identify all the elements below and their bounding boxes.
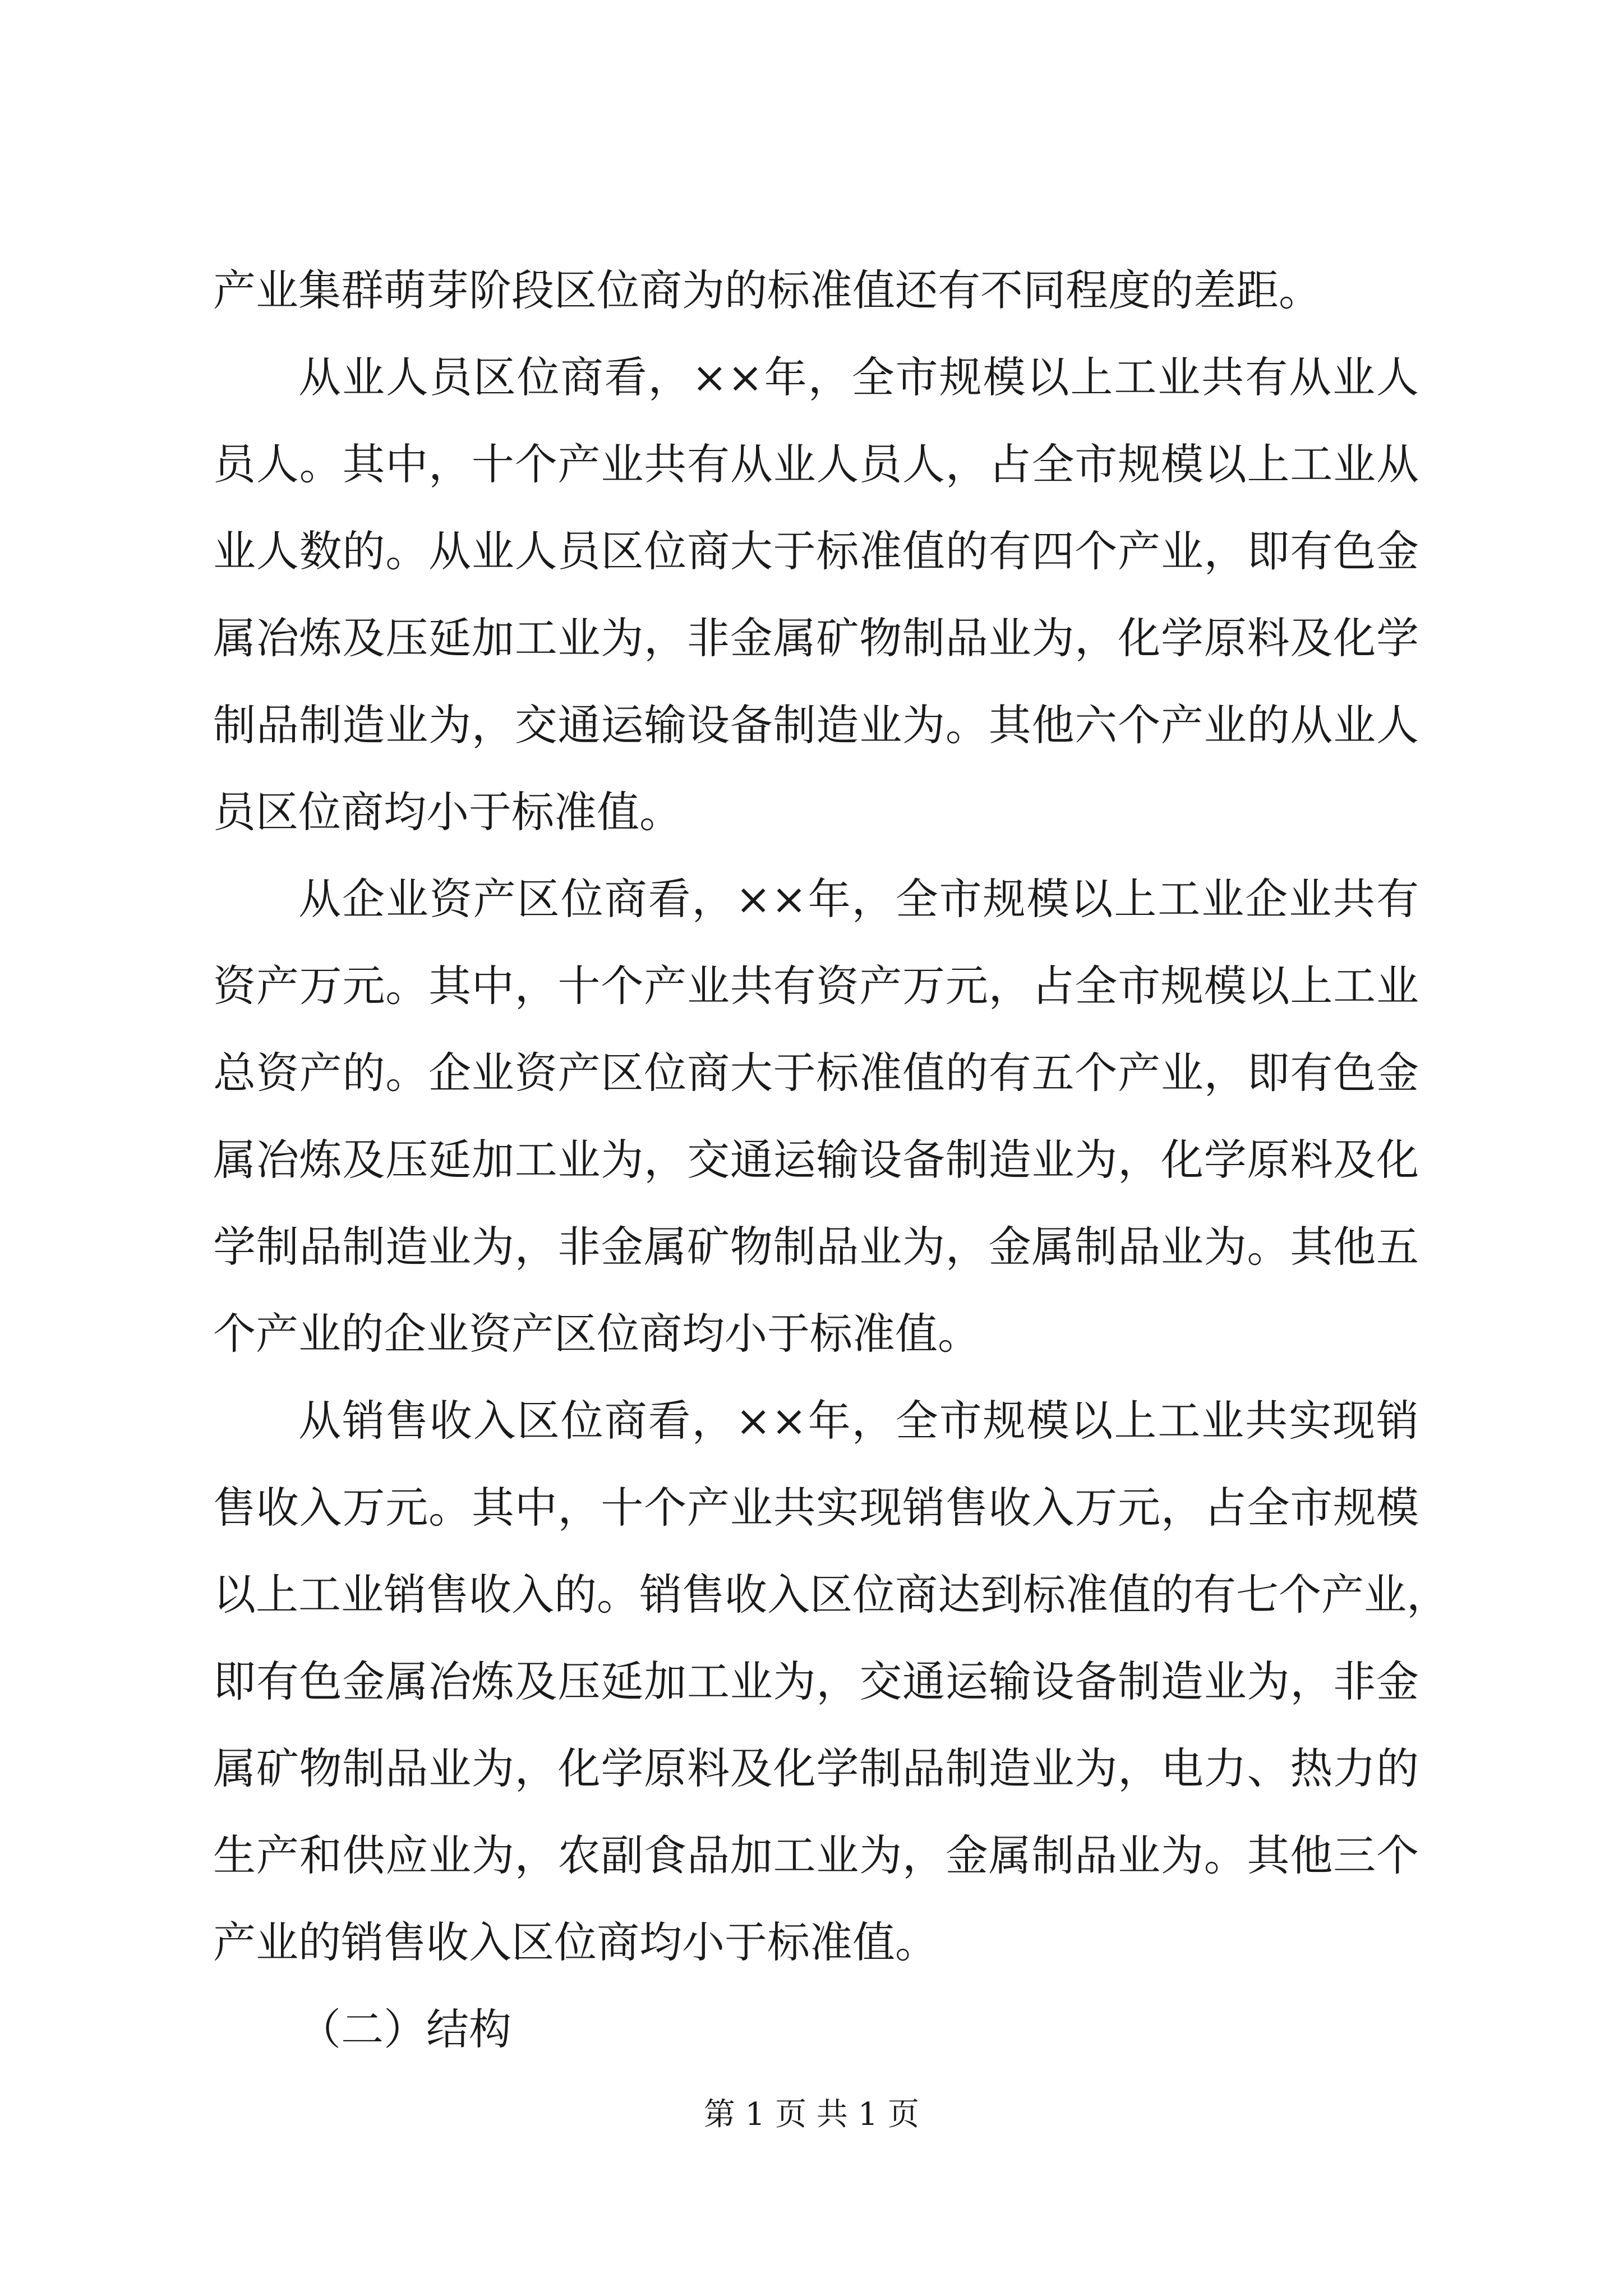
text-line: 资产万元。其中，十个产业共有资产万元，占全市规模以上工业: [213, 961, 1419, 1011]
paragraph-assets: [213, 855, 1419, 1377]
text-line: 产业的销售收入区位商均小于标准值。: [213, 1917, 938, 1967]
text-line: 员人。其中，十个产业共有从业人员人，占全市规模以上工业从: [213, 439, 1419, 489]
text-line: 业人数的。从业人员区位商大于标准值的有四个产业，即有色金: [213, 526, 1419, 576]
text-line: 个产业的企业资产区位商均小于标准值。: [213, 1309, 980, 1359]
text-line: 学制品制造业为，非金属矿物制品业为，金属制品业为。其他五: [213, 1222, 1419, 1272]
text-line: 以上工业销售收入的。销售收入区位商达到标准值的有七个产业，: [213, 1570, 1449, 1619]
paragraph-intro-tail: [213, 247, 1419, 334]
text-line: 即有色金属冶炼及压延加工业为，交通运输设备制造业为，非金: [213, 1657, 1419, 1706]
text-line: 从业人员区位商看，××年，全市规模以上工业共有从业人: [298, 352, 1419, 402]
text-line: 员区位商均小于标准值。: [213, 787, 682, 837]
text-line: 属冶炼及压延加工业为，交通运输设备制造业为，化学原料及化: [213, 1135, 1419, 1185]
document-body: [213, 247, 1449, 2073]
text-line: 售收入万元。其中，十个产业共实现销售收入万元，占全市规模: [213, 1483, 1419, 1533]
section-heading: （二）结构: [298, 2004, 511, 2054]
text-line: 属矿物制品业为，化学原料及化学制品制造业为，电力、热力的: [213, 1743, 1419, 1793]
page-number-footer: 第 1 页 共 1 页: [703, 2096, 920, 2133]
text-line: 生产和供应业为，农副食品加工业为，金属制品业为。其他三个: [213, 1830, 1419, 1880]
text-line: 从企业资产区位商看，××年，全市规模以上工业企业共有: [298, 874, 1419, 924]
text-line: 制品制造业为，交通运输设备制造业为。其他六个产业的从业人: [213, 700, 1419, 750]
text-line: 从销售收入区位商看，××年，全市规模以上工业共实现销: [298, 1396, 1419, 1446]
paragraph-employees: [213, 334, 1419, 855]
text-line: 总资产的。企业资产区位商大于标准值的有五个产业，即有色金: [213, 1048, 1419, 1098]
text-line: 属冶炼及压延加工业为，非金属矿物制品业为，化学原料及化学: [213, 613, 1419, 663]
text-line: 产业集群萌芽阶段区位商为的标准值还有不同程度的差距。: [213, 265, 1321, 315]
paragraph-sales: [213, 1377, 1449, 1986]
